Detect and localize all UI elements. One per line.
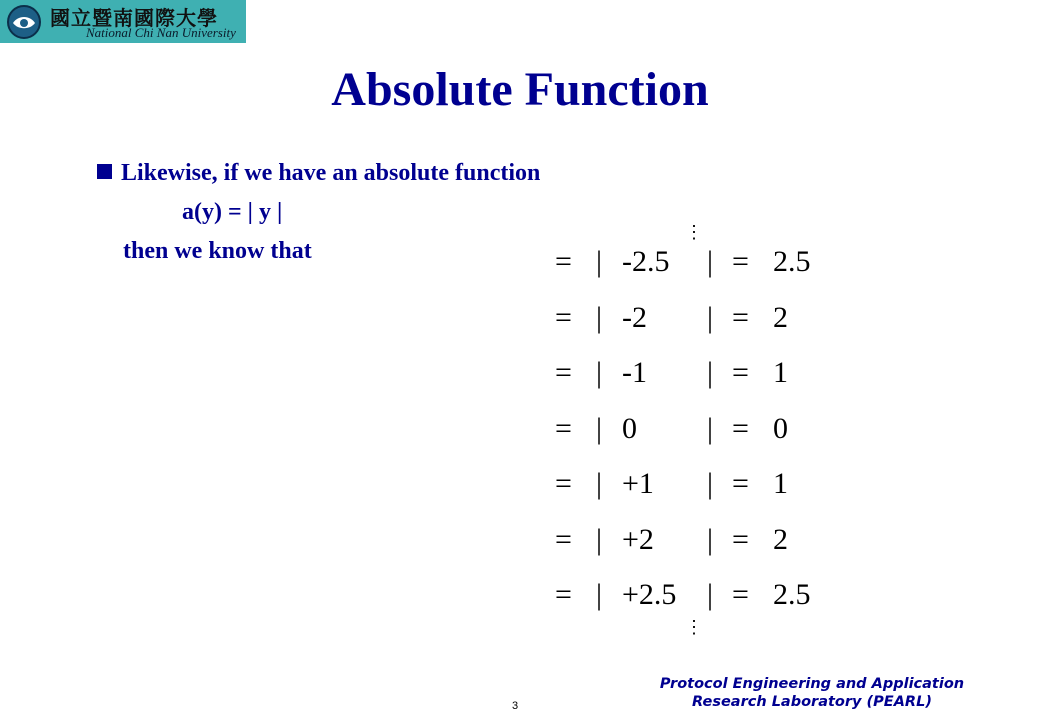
university-logo-banner	[0, 0, 246, 43]
abs-bar-close: |	[707, 300, 714, 334]
abs-argument-value: +1	[622, 467, 654, 500]
equals-sign: =	[555, 467, 572, 500]
equation-result: 2.5	[773, 245, 811, 278]
lab-footer	[632, 675, 992, 711]
abs-argument-value: 0	[622, 411, 637, 445]
equals-sign: =	[732, 356, 749, 389]
bullet-intro-text: Likewise, if we have an absolute function	[121, 160, 541, 186]
equation-result: 2.5	[773, 578, 811, 611]
abs-bar-close: |	[707, 578, 714, 611]
abs-bar-close: |	[707, 245, 714, 278]
abs-bar-open: |	[596, 467, 603, 500]
equals-sign: =	[732, 467, 749, 500]
bullet-intro	[97, 160, 540, 187]
abs-argument-value: +2	[622, 522, 654, 556]
bullet-square-icon	[97, 164, 112, 179]
equation-result: 2	[773, 300, 788, 334]
abs-bar-close: |	[707, 522, 714, 556]
slide-title: Absolute Function	[331, 63, 709, 116]
equals-sign: =	[555, 300, 572, 334]
abs-bar-close: |	[707, 356, 714, 389]
equals-sign: =	[732, 578, 749, 611]
footer-line-1: Protocol Engineering and Application	[659, 676, 965, 692]
equals-sign: =	[555, 356, 572, 389]
logo-english-name: National Chi Nan University	[86, 25, 236, 40]
abs-bar-open: |	[596, 522, 603, 556]
logo-chinese-name: 國立暨南國際大學	[50, 6, 218, 30]
bullet-formula: a(y) = | y |	[182, 199, 283, 225]
vertical-ellipsis-top: ⋮	[685, 222, 703, 242]
equals-sign: =	[555, 578, 572, 611]
equals-sign: =	[732, 522, 749, 556]
equation-result: 0	[773, 411, 788, 445]
university-seal-icon	[6, 4, 42, 40]
bullet-conclusion: then we know that	[123, 238, 312, 264]
equation-result: 1	[773, 356, 788, 389]
abs-bar-open: |	[596, 356, 603, 389]
equals-sign: =	[555, 245, 572, 278]
equation-result: 2	[773, 522, 788, 556]
abs-argument-value: -2.5	[622, 245, 670, 278]
equals-sign: =	[732, 300, 749, 334]
abs-argument-value: -1	[622, 356, 647, 389]
abs-bar-close: |	[707, 411, 714, 445]
abs-bar-close: |	[707, 467, 714, 500]
abs-bar-open: |	[596, 411, 603, 445]
equals-sign: =	[732, 411, 749, 445]
abs-bar-open: |	[596, 245, 603, 278]
abs-argument-value: -2	[622, 300, 647, 334]
abs-bar-open: |	[596, 300, 603, 334]
vertical-ellipsis-bottom: ⋮	[685, 617, 703, 637]
equals-sign: =	[555, 411, 572, 445]
page-number: 3	[511, 700, 519, 712]
footer-line-2: Research Laboratory (PEARL)	[692, 694, 932, 710]
abs-bar-open: |	[596, 578, 603, 611]
equals-sign: =	[555, 522, 572, 556]
equation-result: 1	[773, 467, 788, 500]
abs-argument-value: +2.5	[622, 578, 677, 611]
equals-sign: =	[732, 245, 749, 278]
